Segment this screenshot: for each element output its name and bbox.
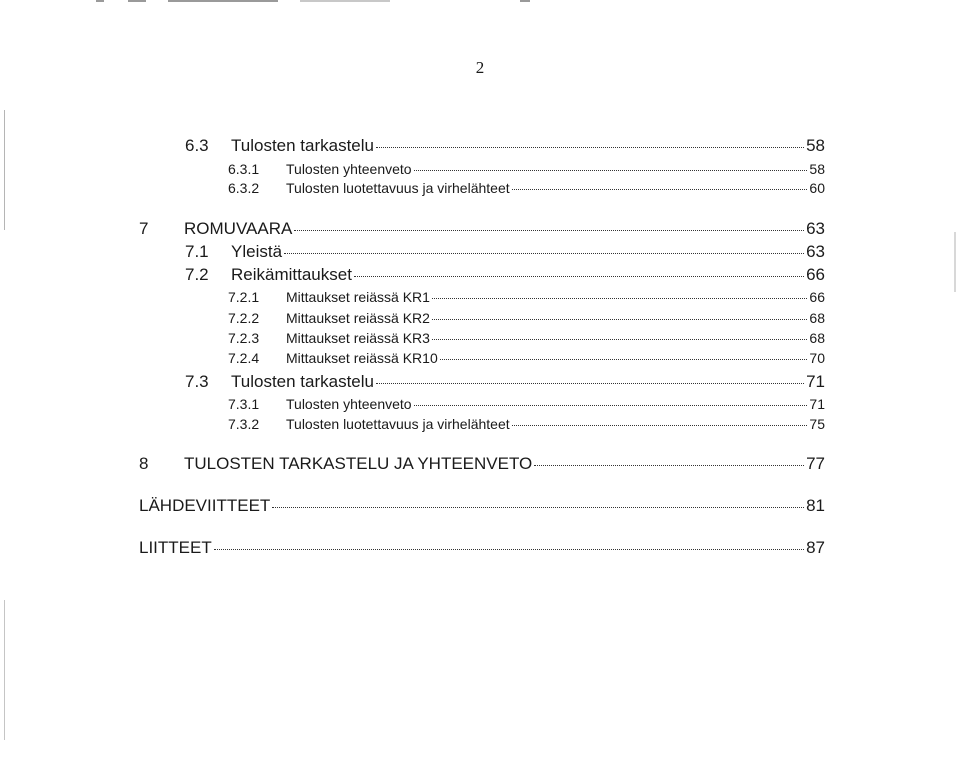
scan-artifact-top	[0, 0, 959, 6]
toc-page: 58	[809, 161, 825, 177]
toc-leader	[432, 319, 807, 320]
toc-leader	[414, 405, 808, 406]
toc-entry	[228, 310, 825, 330]
toc-entry	[185, 372, 825, 394]
toc-title: Tulosten yhteenveto	[286, 396, 412, 412]
toc-page: 66	[806, 265, 825, 284]
toc-leader	[440, 359, 808, 360]
page-number: 2	[475, 58, 485, 77]
toc-title: Tulosten luotettavuus ja virhelähteet	[286, 180, 510, 196]
toc-page: 71	[809, 396, 825, 412]
toc-page: 68	[809, 310, 825, 326]
toc-number: 7.2.2	[228, 310, 260, 326]
toc-leader	[284, 253, 804, 254]
toc-page: 70	[809, 350, 825, 366]
toc-number: 7.2.1	[228, 289, 260, 305]
toc-title: LIITTEET	[139, 538, 212, 557]
toc-page: 63	[806, 219, 825, 238]
toc-entry	[228, 161, 825, 181]
toc-leader	[432, 298, 807, 299]
toc-number: 7.2.3	[228, 330, 260, 346]
toc-title: Mittaukset reiässä KR2	[286, 310, 430, 326]
toc-entry	[139, 454, 825, 476]
toc-title: Tulosten luotettavuus ja virhelähteet	[286, 416, 510, 432]
toc-entry	[139, 538, 825, 560]
toc-entry	[185, 136, 825, 158]
scan-artifact-left	[4, 110, 5, 230]
toc-page: 87	[806, 538, 825, 557]
toc-title: Mittaukset reiässä KR3	[286, 330, 430, 346]
toc-number: 7.3	[185, 372, 209, 391]
toc-number: 6.3.1	[228, 161, 260, 177]
toc-page: 81	[806, 496, 825, 515]
toc-title: ROMUVAARA	[184, 219, 293, 238]
toc-page: 60	[809, 180, 825, 196]
toc-page: 75	[809, 416, 825, 432]
toc-title: Tulosten yhteenveto	[286, 161, 412, 177]
toc-entry	[185, 265, 825, 287]
toc-entry	[228, 180, 825, 200]
toc-number: 7.3.2	[228, 416, 260, 432]
toc-leader	[354, 276, 804, 277]
toc-entry	[228, 416, 825, 436]
toc-entry	[139, 219, 825, 241]
toc-entry	[228, 289, 825, 309]
toc-leader	[376, 147, 804, 148]
toc-entry	[139, 496, 825, 518]
toc-leader	[512, 189, 808, 190]
toc-number: 8	[139, 454, 149, 473]
toc-page: 71	[806, 372, 825, 391]
toc-leader	[376, 383, 804, 384]
toc-title: Mittaukset reiässä KR1	[286, 289, 430, 305]
toc-leader	[294, 230, 804, 231]
toc-title: LÄHDEVIITTEET	[139, 496, 271, 515]
toc-number: 7.2.4	[228, 350, 260, 366]
toc-page: 63	[806, 242, 825, 261]
toc-leader	[214, 549, 804, 550]
toc-entry	[185, 242, 825, 264]
toc-page: 68	[809, 330, 825, 346]
toc-number: 7.1	[185, 242, 209, 261]
toc-title: Mittaukset reiässä KR10	[286, 350, 438, 366]
toc-entry	[228, 350, 825, 370]
toc-number: 7.3.1	[228, 396, 260, 412]
toc-title: Yleistä	[231, 242, 283, 261]
toc-entry	[228, 330, 825, 350]
toc-leader	[534, 465, 804, 466]
toc-number: 7.2	[185, 265, 209, 284]
toc-title: Tulosten tarkastelu	[231, 372, 374, 391]
toc-number: 6.3	[185, 136, 209, 155]
toc-leader	[272, 507, 804, 508]
toc-leader	[414, 170, 808, 171]
toc-leader	[432, 339, 807, 340]
toc-number: 6.3.2	[228, 180, 260, 196]
toc-page: 58	[806, 136, 825, 155]
toc-title: TULOSTEN TARKASTELU JA YHTEENVETO	[184, 454, 533, 473]
toc-title: Reikämittaukset	[231, 265, 352, 284]
toc-number: 7	[139, 219, 149, 238]
toc-title: Tulosten tarkastelu	[231, 136, 374, 155]
scan-artifact-right	[954, 232, 956, 292]
toc-leader	[512, 425, 808, 426]
toc-page: 66	[809, 289, 825, 305]
toc-entry	[228, 396, 825, 416]
scan-artifact-left-lower	[4, 600, 5, 740]
toc-page: 77	[806, 454, 825, 473]
